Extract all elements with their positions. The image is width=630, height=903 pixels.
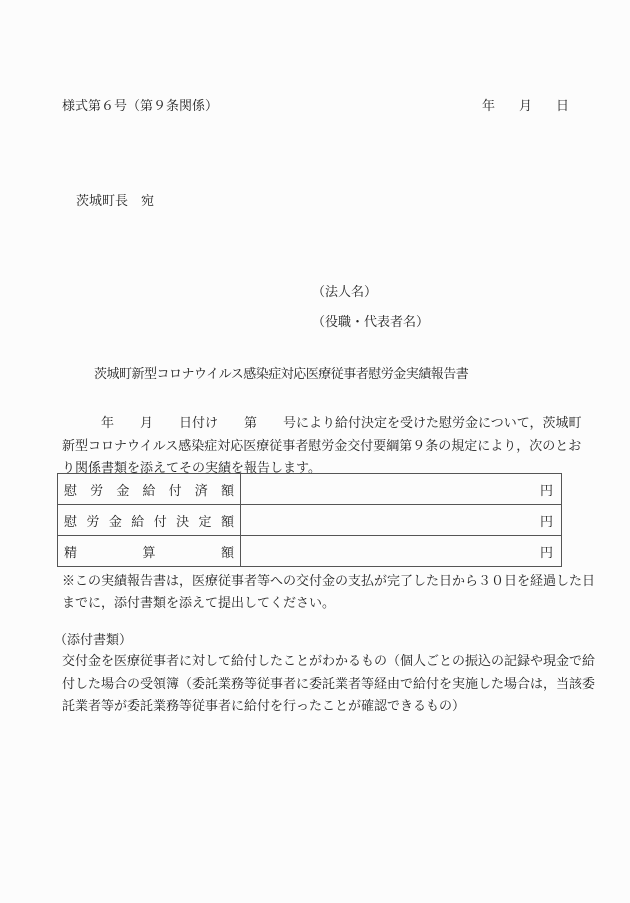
note-line: ※この実績報告書は，医療従事者等への交付金の支払が完了した日から３０日を経過した日 [62,574,596,589]
label-char: 額 [220,483,234,499]
label-char: 金 [108,514,122,530]
document-title: 茨城町新型コロナウイルス感染症対応医療従事者慰労金実績報告書 [94,367,469,382]
settlement-amount-field[interactable] [241,536,562,567]
table-row-settlement-amount [58,536,562,567]
attachments-description [62,651,596,719]
representative-name-label: （役職・代表者名） [312,315,430,330]
yen-unit: 円 [539,545,553,561]
label-char: 定 [198,514,212,530]
attachment-line: 託業者等が委託業務等従事者に給付を行ったことが確認できるもの） [62,699,466,714]
submission-note [62,571,596,615]
report-table [57,473,562,567]
label-char: 給 [131,514,145,530]
body-line: 年 月 日付け 第 号により給付決定を受けた慰労金について，茨城町 [62,416,582,431]
note-line: までに，添付書類を添えて提出してください。 [62,596,336,611]
label-char: 算 [142,545,156,561]
row-label [58,474,241,505]
body-line: 新型コロナウイルス感染症対応医療従事者慰労金交付要綱第９条の規定により，次のとお [62,438,582,454]
label-char: 慰 [64,483,78,499]
date-day-label: 日 [556,99,570,114]
label-char: 慰 [64,514,78,530]
body-paragraph [62,413,582,481]
label-char: 金 [116,483,130,499]
label-char: 済 [194,483,208,499]
decided-amount-field[interactable] [241,505,562,536]
paid-amount-field[interactable] [241,474,562,505]
label-char: 労 [86,514,100,530]
date-month-label: 月 [519,99,533,114]
row-label [58,536,241,567]
body-line: り関係書類を添えてその実績を報告します。 [62,461,321,476]
table-row-decided-amount [58,505,562,536]
label-char: 給 [142,483,156,499]
date-year-label: 年 [482,99,496,114]
corporation-name-label: （法人名） [312,285,378,300]
label-char: 決 [176,514,190,530]
label-char: 額 [220,545,234,561]
label-char: 額 [220,514,234,530]
form-number: 様式第６号（第９条関係） [62,99,219,114]
addressee: 茨城町長 宛 [76,194,155,209]
row-label [58,505,241,536]
date-line [482,95,569,114]
table-row-paid-amount [58,474,562,505]
label-char: 付 [153,514,167,530]
attachments-heading: （添付書類） [54,633,133,648]
attachment-line: 付した場合の受領簿（委託業務等従事者に委託業者等経由で給付を実施した場合は，当該委 [62,676,596,692]
label-char: 精 [64,545,78,561]
label-char: 労 [90,483,104,499]
yen-unit: 円 [539,514,553,530]
yen-unit: 円 [539,483,553,499]
label-char: 付 [168,483,182,499]
attachment-line: 交付金を医療従事者に対して給付したことがわかるもの（個人ごとの振込の記録や現金で給 [62,654,596,669]
